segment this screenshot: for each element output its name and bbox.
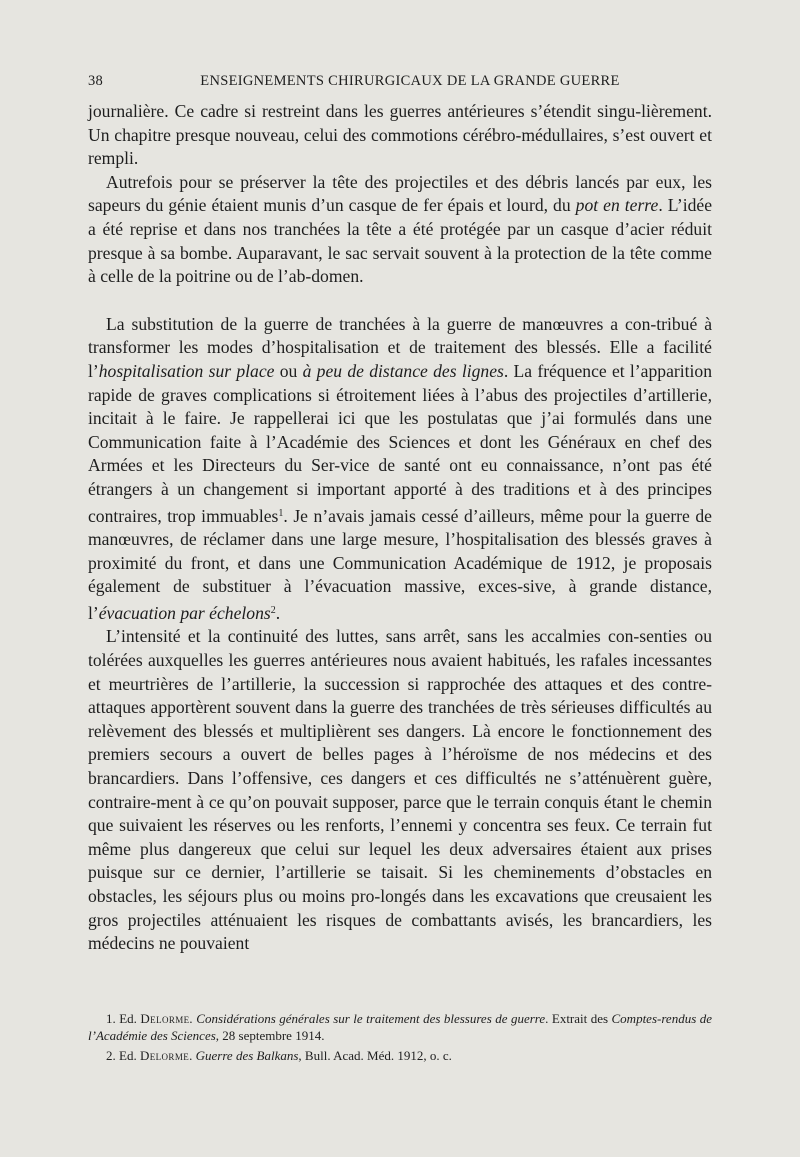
footnotes	[88, 1010, 712, 1067]
paragraph-1: journalière. Ce cadre si restreint dans les guerres antérieures s’étendit singu-lièrement. Un chapitre presque nouveau, celui des commotions cérébro-médullaires, s’est ouvert et rempli.	[88, 101, 712, 169]
page-number: 38	[88, 73, 104, 89]
footnote-1	[88, 1010, 712, 1044]
footnote-2-sep: .	[189, 1048, 196, 1063]
paragraph-3-italic-b: hospitalisation sur place	[98, 360, 275, 381]
paragraph-2	[88, 171, 712, 289]
footnote-2-text: , Bull. Acad. Méd. 1912, o. c.	[298, 1048, 452, 1063]
paragraph-3-text-g: . Je n’avais jamais cessé d’ailleurs, même pour la guerre de manœuvres, de réclamer dans une large mesure, l’hospitalisation des blessés graves à proximité du front, et dans une Communication Académique de 1912, je proposais également de substituer à l’évacuation massive, exces-sive, à grande distance, l’	[88, 505, 712, 623]
footnote-2	[88, 1047, 712, 1064]
footnote-1-author: Delorme	[140, 1011, 190, 1026]
paragraph-4: L’intensité et la continuité des luttes, sans arrêt, sans les accalmies con-senties ou tolérées auxquelles les guerres antérieures nous avaient habitués, les rafales incessantes et meurtrières de l’artillerie, la succession si rapprochée des attaques et des contre-attaques apportèrent souvent dans la guerre des tranchées de très sérieuses difficultés au relèvement des blessés et multiplièrent ses dangers. Là encore le fonctionnement des premiers secours a ouvert de belles pages à l’héroïsme de nos médecins et des brancardiers. Dans l’offensive, ces dangers et ces difficultés ne s’atténuèrent guère, contraire-ment à ce qu’on pouvait supposer, parce que le terrain conquis étant le chemin que suivaient les réserves ou les renforts, l’ennemi y concentra ses feux. Ce terrain fut même plus dangereux que celui sur lequel les deux adversaires étaient aux prises puisque sur ce dernier, l’artillerie se taisait. Si les cheminements d’obstacles en obstacles, les séjours plus ou moins pro-longés dans les excavations que creusaient les gros projectiles atténuaient les risques de combattants avisés, les brancardiers, les médecins ne pouvaient	[88, 626, 712, 954]
body-text	[88, 100, 712, 956]
page-header	[88, 73, 712, 93]
paragraph-3-text-a: La substitution de la guerre de tranchées à la guerre de manœuvres a con-tribué à transformer les modes d’hospitalisation et de traitement des blessés. Elle a facilité l’	[88, 313, 712, 381]
footnote-ref-1[interactable]: 1	[278, 507, 284, 519]
running-title: ENSEIGNEMENTS CHIRURGICAUX DE LA GRANDE GUERRE	[200, 73, 620, 89]
footnote-1-title: . Considérations générales sur le traitement des blessures de guerre	[189, 1011, 546, 1026]
paragraph-2-italic: pot en terre	[575, 195, 659, 216]
footnote-ref-2[interactable]: 2	[270, 604, 276, 616]
footnote-2-author: Delorme	[139, 1048, 190, 1063]
footnote-2-title: Guerre des Balkans	[195, 1048, 299, 1063]
footnote-1-date: , 28 septembre 1914.	[215, 1028, 325, 1043]
footnote-1-text: . Extrait des	[545, 1011, 612, 1026]
paragraph-3-text-e: . La fréquence et l’apparition rapide de graves complications si étroitement liées à l’abus des projectiles d’artillerie, incitait à le faire. Je rappellerai ici que les postulatas que j’ai formulés dans une Communication faite à l’Académie des Sciences et dont les Généraux en chef des Armées et les Directeurs du Ser-vice de santé ont eu connaissance, n’ont pas été étrangers à un changement si important apporté à des traditions et à des principes contraires, trop immuables	[88, 360, 712, 526]
paragraph-3-text-c: ou	[274, 360, 303, 381]
paragraph-3-italic-d: à peu de distance des lignes	[302, 360, 504, 381]
paragraph-3-italic-h: évacuation par échelons	[98, 602, 271, 623]
paragraph-2-text-a: Autrefois pour se préserver la tête des projectiles et des débris lancés par eux, les sapeurs du génie étaient munis d’un casque de fer épais et lourd, du	[88, 171, 712, 216]
paragraph-3	[88, 313, 712, 626]
footnote-1-number: 1. Ed.	[106, 1011, 141, 1026]
footnote-2-number: 2. Ed.	[106, 1048, 140, 1063]
footnote-1-journal: Comptes-rendus de l’Académie des Sciences	[88, 1011, 712, 1043]
paragraph-3-text-j: .	[275, 602, 281, 623]
paragraph-2-text-c: . L’idée a été reprise et dans nos tranchées la tête a été protégée par un casque d’acier réduit presque à sa bombe. Auparavant, le sac servait souvent à la protection de la tête comme à celle de la poitrine ou de l’ab-domen.	[88, 195, 713, 287]
